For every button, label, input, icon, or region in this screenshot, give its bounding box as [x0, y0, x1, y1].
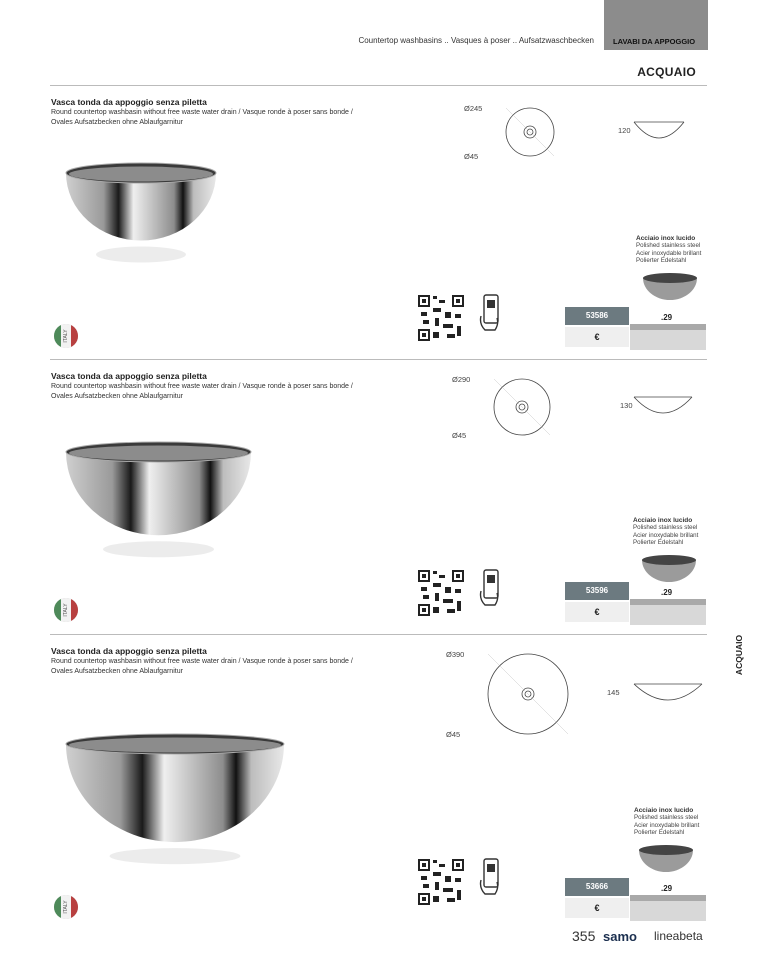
product-title: Vasca tonda da appoggio senza piletta: [51, 97, 207, 107]
drain-label: Ø45: [446, 730, 461, 739]
drain-label: Ø45: [452, 431, 467, 440]
side-collection-text: ACQUAIO: [734, 634, 745, 676]
brand-logo: samo: [603, 929, 637, 944]
product-line: lineabeta: [654, 929, 703, 943]
material-en: Polished stainless steel: [636, 242, 701, 250]
material-sample-photo: [641, 272, 699, 302]
material-info: [633, 517, 698, 547]
material-en: Polished stainless steel: [634, 814, 699, 822]
material-info: [634, 807, 699, 837]
qr-code[interactable]: [417, 858, 465, 906]
italy-badge-label: ITALY: [63, 603, 69, 617]
section-tab-label: LAVABI DA APPOGGIO: [613, 37, 696, 46]
qr-code[interactable]: [417, 294, 465, 342]
side-collection-label: [733, 636, 749, 680]
height-label: 145: [607, 688, 620, 697]
side-view-drawing: [632, 682, 704, 708]
diameter-label: Ø245: [464, 104, 483, 113]
product-code[interactable]: 53596: [565, 582, 629, 600]
material-de: Polierter Edelstahl: [633, 539, 684, 547]
price-cell: [630, 901, 706, 921]
page-number: 355: [572, 928, 596, 944]
description-line: Ovales Aufsatzbecken ohne Ablaufgarnitur: [51, 668, 183, 675]
finish-code: .29: [661, 588, 673, 597]
description-line: Round countertop washbasin without free waste water drain / Vasque ronde à poser sans bonde /: [51, 109, 353, 116]
description-line: Round countertop washbasin without free waste water drain / Vasque ronde à poser sans bonde /: [51, 658, 353, 665]
height-label: 120: [618, 126, 631, 135]
divider: [50, 359, 707, 360]
product-photo: [56, 726, 304, 874]
finish-code: .29: [661, 884, 673, 893]
description-line: Round countertop washbasin without free waste water drain / Vasque ronde à poser sans bonde /: [51, 383, 353, 390]
material-name: Acciaio inox lucido: [633, 517, 693, 524]
smartphone-scan-icon: [479, 569, 503, 609]
currency-cell: €: [565, 327, 629, 347]
header-categories: Countertop washbasins .. Vasques à poser .. Aufsatzwaschbecken: [358, 36, 594, 45]
material-fr: Acier inoxydable brillant: [636, 249, 702, 257]
qr-code[interactable]: [417, 569, 465, 617]
material-fr: Acier inoxydable brillant: [633, 531, 699, 539]
product-photo: [56, 434, 271, 567]
finish-code: .29: [661, 313, 673, 322]
italy-badge: [54, 895, 78, 919]
material-sample-photo: [640, 554, 698, 584]
description-line: Ovales Aufsatzbecken ohne Ablaufgarnitur: [51, 119, 183, 126]
description-line: Ovales Aufsatzbecken ohne Ablaufgarnitur: [51, 393, 183, 400]
smartphone-scan-icon: [479, 858, 503, 898]
material-de: Polierter Edelstahl: [634, 829, 685, 837]
currency-cell: €: [565, 602, 629, 622]
plan-view-drawing: [492, 377, 552, 437]
collection-title: ACQUAIO: [637, 65, 696, 79]
product-description: [51, 382, 401, 402]
height-label: 130: [620, 401, 633, 410]
product-description: [51, 657, 401, 677]
italy-badge-label: ITALY: [63, 900, 69, 914]
drain-label: Ø45: [464, 152, 479, 161]
product-code[interactable]: 53666: [565, 878, 629, 896]
currency-cell: €: [565, 898, 629, 918]
divider: [50, 85, 707, 86]
product-photo: [56, 155, 236, 273]
side-view-drawing: [632, 120, 686, 146]
material-info: [636, 235, 701, 265]
product-title: Vasca tonda da appoggio senza piletta: [51, 371, 207, 381]
material-sample-photo: [637, 844, 695, 874]
product-code[interactable]: 53586: [565, 307, 629, 325]
price-cell: [630, 605, 706, 625]
diameter-label: Ø290: [452, 375, 471, 384]
product-description: [51, 108, 401, 128]
plan-view-drawing: [504, 106, 556, 158]
italy-badge: [54, 324, 78, 348]
section-tab: [604, 0, 708, 50]
material-en: Polished stainless steel: [633, 524, 698, 532]
material-name: Acciaio inox lucido: [636, 235, 696, 242]
material-name: Acciaio inox lucido: [634, 807, 694, 814]
smartphone-scan-icon: [479, 294, 503, 334]
product-title: Vasca tonda da appoggio senza piletta: [51, 646, 207, 656]
divider: [50, 634, 707, 635]
side-view-drawing: [632, 395, 694, 421]
italy-badge: [54, 598, 78, 622]
material-de: Polierter Edelstahl: [636, 257, 687, 265]
material-fr: Acier inoxydable brillant: [634, 821, 700, 829]
price-cell: [630, 330, 706, 350]
diameter-label: Ø390: [446, 650, 465, 659]
plan-view-drawing: [486, 652, 570, 736]
italy-badge-label: ITALY: [63, 329, 69, 343]
